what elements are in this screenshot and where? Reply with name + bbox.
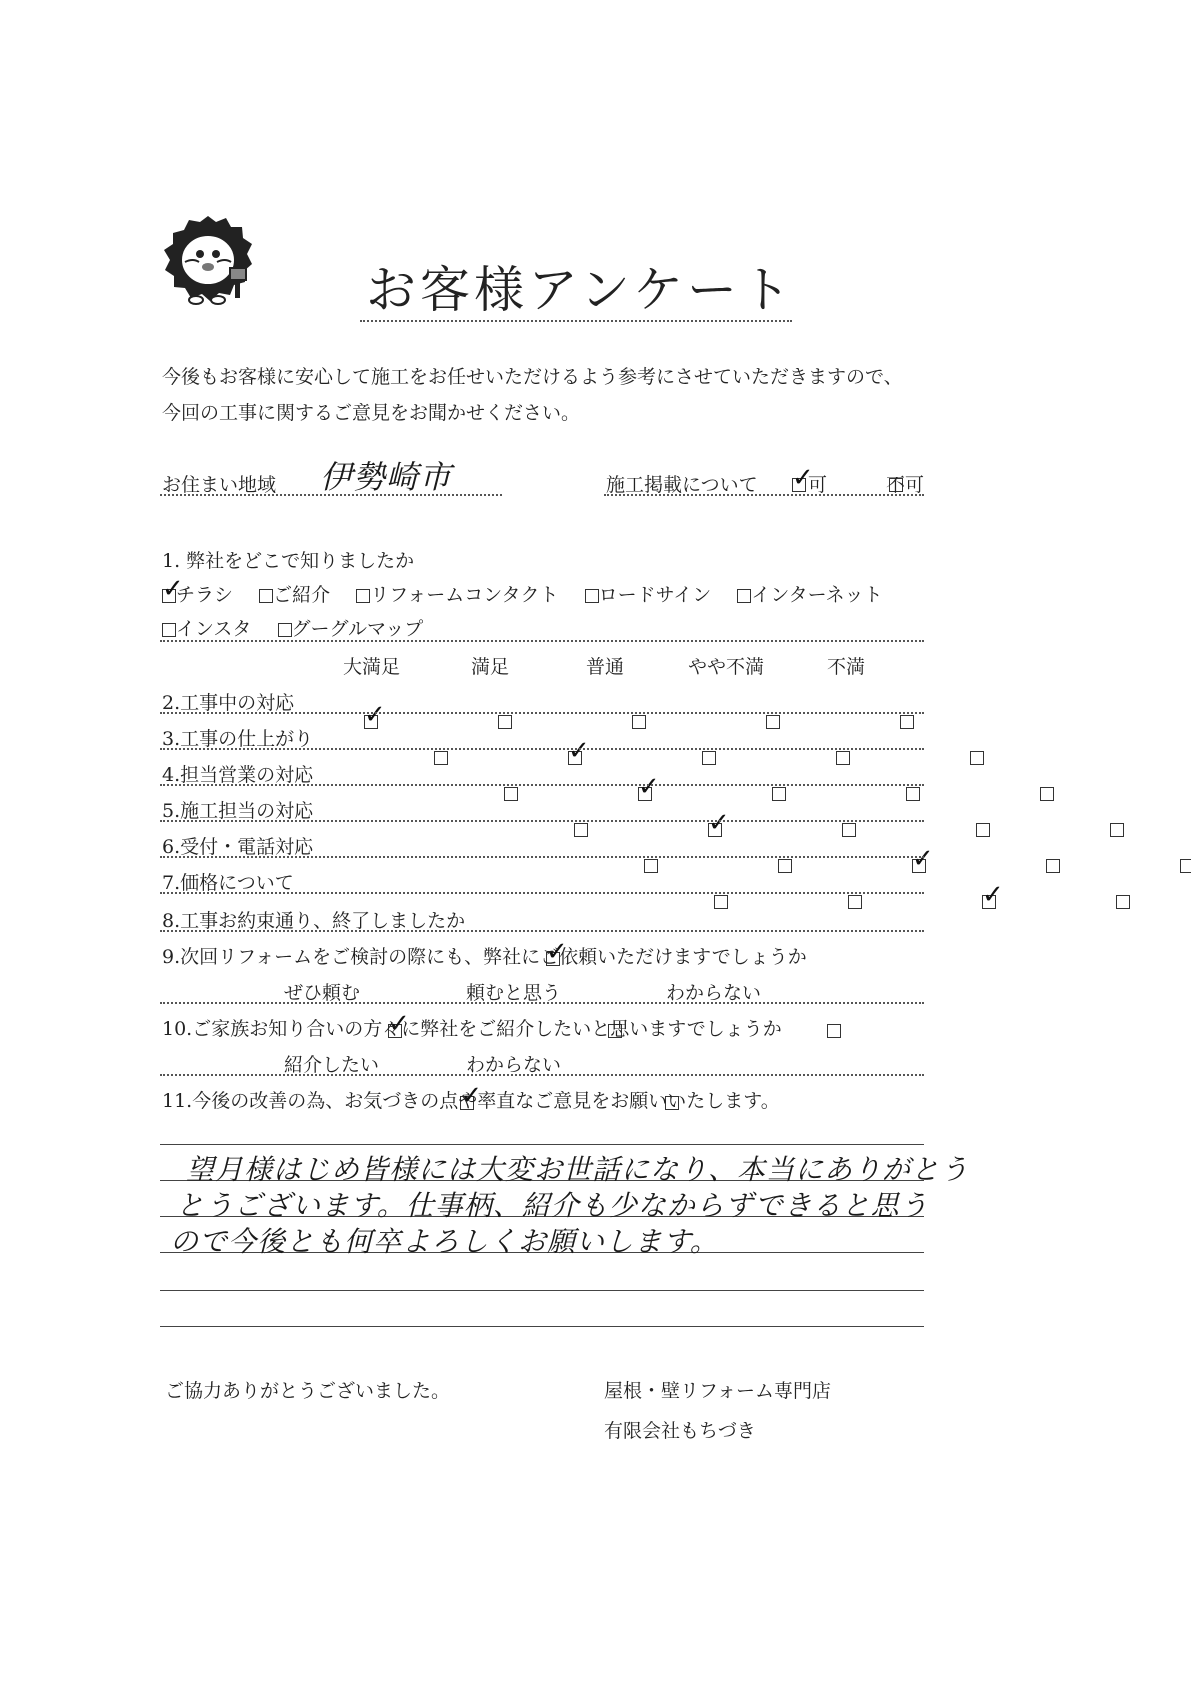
rating-checkbox-3-2[interactable] <box>702 751 716 765</box>
address-label: お住まい地域 <box>162 474 277 496</box>
q1-internet-checkbox[interactable] <box>737 589 751 603</box>
publication-ng-label: 不可 <box>886 474 925 496</box>
rating-row-label: 2.工事中の対応 <box>162 692 295 714</box>
q1-reform-contact-checkbox[interactable] <box>356 589 370 603</box>
rating-checkbox-4-4[interactable] <box>1040 787 1054 801</box>
rating-row-underline <box>160 856 924 858</box>
rating-checkbox-7-3[interactable] <box>1116 895 1130 909</box>
q1-question: 1. 弊社をどこで知りましたか <box>162 550 415 572</box>
rating-checkbox-4-2[interactable] <box>772 787 786 801</box>
q9-option-probably-label: 頼むと思う <box>466 982 562 1004</box>
footer-thanks: ご協力ありがとうございました。 <box>165 1380 451 1402</box>
page-title: お客様アンケート <box>366 261 795 319</box>
q1-reform-contact-label: リフォームコンタクト <box>370 584 559 606</box>
footer-company-line-2: 有限会社もちづき <box>604 1420 756 1442</box>
answer-line-6 <box>160 1326 924 1327</box>
rating-row-underline <box>160 712 924 714</box>
rating-checkbox-5-3[interactable] <box>976 823 990 837</box>
rating-checkbox-6-4[interactable] <box>1180 859 1191 873</box>
publication-underline <box>604 494 924 496</box>
q9-option-definitely-label: ぜひ頼む <box>284 982 361 1004</box>
q9-underline <box>160 1002 924 1004</box>
q1-google-maps-label: グーグルマップ <box>291 618 424 640</box>
answer-line-5 <box>160 1290 924 1291</box>
q1-instagram-checkbox[interactable] <box>162 623 176 637</box>
rating-checkbox-5-1[interactable] <box>708 823 722 837</box>
q10-option-refer-label: 紹介したい <box>284 1054 380 1076</box>
q1-road-sign-label: ロードサイン <box>598 584 712 606</box>
q1-underline <box>160 640 924 642</box>
rating-header-neutral: 普通 <box>586 656 625 678</box>
rating-checkbox-4-3[interactable] <box>906 787 920 801</box>
rating-header-satisfied: 満足 <box>471 656 510 678</box>
q1-referral-checkbox[interactable] <box>259 589 273 603</box>
address-value[interactable]: 伊勢崎市 <box>320 458 453 496</box>
rating-row-label: 4.担当営業の対応 <box>162 764 314 786</box>
rating-checkbox-2-3[interactable] <box>766 715 780 729</box>
rating-checkbox-6-0[interactable] <box>644 859 658 873</box>
publication-ok-checkbox[interactable] <box>792 478 806 492</box>
rating-checkbox-2-0[interactable] <box>364 715 378 729</box>
rating-row-label: 6.受付・電話対応 <box>162 836 314 858</box>
q9-question: 9.次回リフォームをご検討の際にも、弊社にご依頼いただけますでしょうか <box>162 946 807 968</box>
q8-question: 8.工事お約束通り、終了しましたか <box>162 910 466 932</box>
rating-header-dissatisfied: 不満 <box>827 656 866 678</box>
rating-checkbox-4-0[interactable] <box>504 787 518 801</box>
rating-row-label: 7.価格について <box>162 872 294 894</box>
rating-checkbox-3-3[interactable] <box>836 751 850 765</box>
q10-underline <box>160 1074 924 1076</box>
q8-underline <box>160 930 924 932</box>
rating-row-label: 5.施工担当の対応 <box>162 800 314 822</box>
rating-checkbox-6-2[interactable] <box>912 859 926 873</box>
intro-line-1: 今後もお客様に安心して施工をお任せいただけるよう参考にさせていただきますので、 <box>162 366 903 388</box>
q11-question: 11.今後の改善の為、お気づきの点や率直なご意見をお願いいたします。 <box>162 1090 780 1112</box>
title-underline <box>360 320 792 322</box>
rating-checkbox-5-4[interactable] <box>1110 823 1124 837</box>
rating-checkbox-7-2[interactable] <box>982 895 996 909</box>
q9-option-unsure-label: わからない <box>666 982 762 1004</box>
rating-checkbox-7-0[interactable] <box>714 895 728 909</box>
rating-checkbox-2-1[interactable] <box>498 715 512 729</box>
q1-internet-label: インターネット <box>751 584 883 606</box>
q10-option-unsure-label: わからない <box>466 1054 562 1076</box>
rating-checkbox-2-4[interactable] <box>900 715 914 729</box>
q1-options-row-1 <box>162 580 883 607</box>
rating-checkbox-6-1[interactable] <box>778 859 792 873</box>
q11-answer-line-2: とうございます。仕事柄、紹介も少なからずできると思う <box>176 1189 929 1222</box>
rating-row-underline <box>160 892 924 894</box>
rating-checkbox-5-2[interactable] <box>842 823 856 837</box>
rating-row-underline <box>160 820 924 822</box>
rating-checkbox-4-1[interactable] <box>638 787 652 801</box>
q1-options-row-2 <box>162 614 423 641</box>
q1-referral-label: ご紹介 <box>273 584 331 606</box>
q1-google-maps-checkbox[interactable] <box>278 623 292 637</box>
intro-line-2: 今回の工事に関するご意見をお聞かせください。 <box>162 402 581 424</box>
rating-row-underline <box>160 784 924 786</box>
rating-checkbox-3-1[interactable] <box>568 751 582 765</box>
rating-checkbox-6-3[interactable] <box>1046 859 1060 873</box>
q1-road-sign-checkbox[interactable] <box>585 589 599 603</box>
address-underline <box>160 494 502 496</box>
q11-answer-line-1: 望月様はじめ皆様には大変お世話になり、本当にありがとう <box>186 1153 970 1186</box>
q9-option-unsure-checkbox[interactable] <box>827 1024 841 1038</box>
rating-checkbox-3-0[interactable] <box>434 751 448 765</box>
rating-header-slightly-dissatisfied: やや不満 <box>688 656 765 678</box>
q1-flyer-label: チラシ <box>176 584 234 606</box>
publication-ok-label: 可 <box>808 474 828 496</box>
q10-question: 10.ご家族お知り合いの方々に弊社をご紹介したいと思いますでしょうか <box>162 1018 782 1040</box>
rating-checkbox-3-4[interactable] <box>970 751 984 765</box>
rating-row-underline <box>160 748 924 750</box>
rating-checkbox-5-0[interactable] <box>574 823 588 837</box>
publication-label: 施工掲載について <box>606 474 758 496</box>
mascot-logo <box>158 210 258 310</box>
footer-company-line-1: 屋根・壁リフォーム専門店 <box>604 1380 832 1402</box>
answer-line-1 <box>160 1144 924 1145</box>
rating-header-very-satisfied: 大満足 <box>343 656 401 678</box>
q1-instagram-label: インスタ <box>176 618 252 640</box>
rating-row-label: 3.工事の仕上がり <box>162 728 314 750</box>
q11-answer-line-3: ので今後とも何卒よろしくお願いします。 <box>170 1225 719 1258</box>
rating-checkbox-7-1[interactable] <box>848 895 862 909</box>
rating-checkbox-2-2[interactable] <box>632 715 646 729</box>
q1-flyer-checkbox[interactable] <box>162 589 176 603</box>
